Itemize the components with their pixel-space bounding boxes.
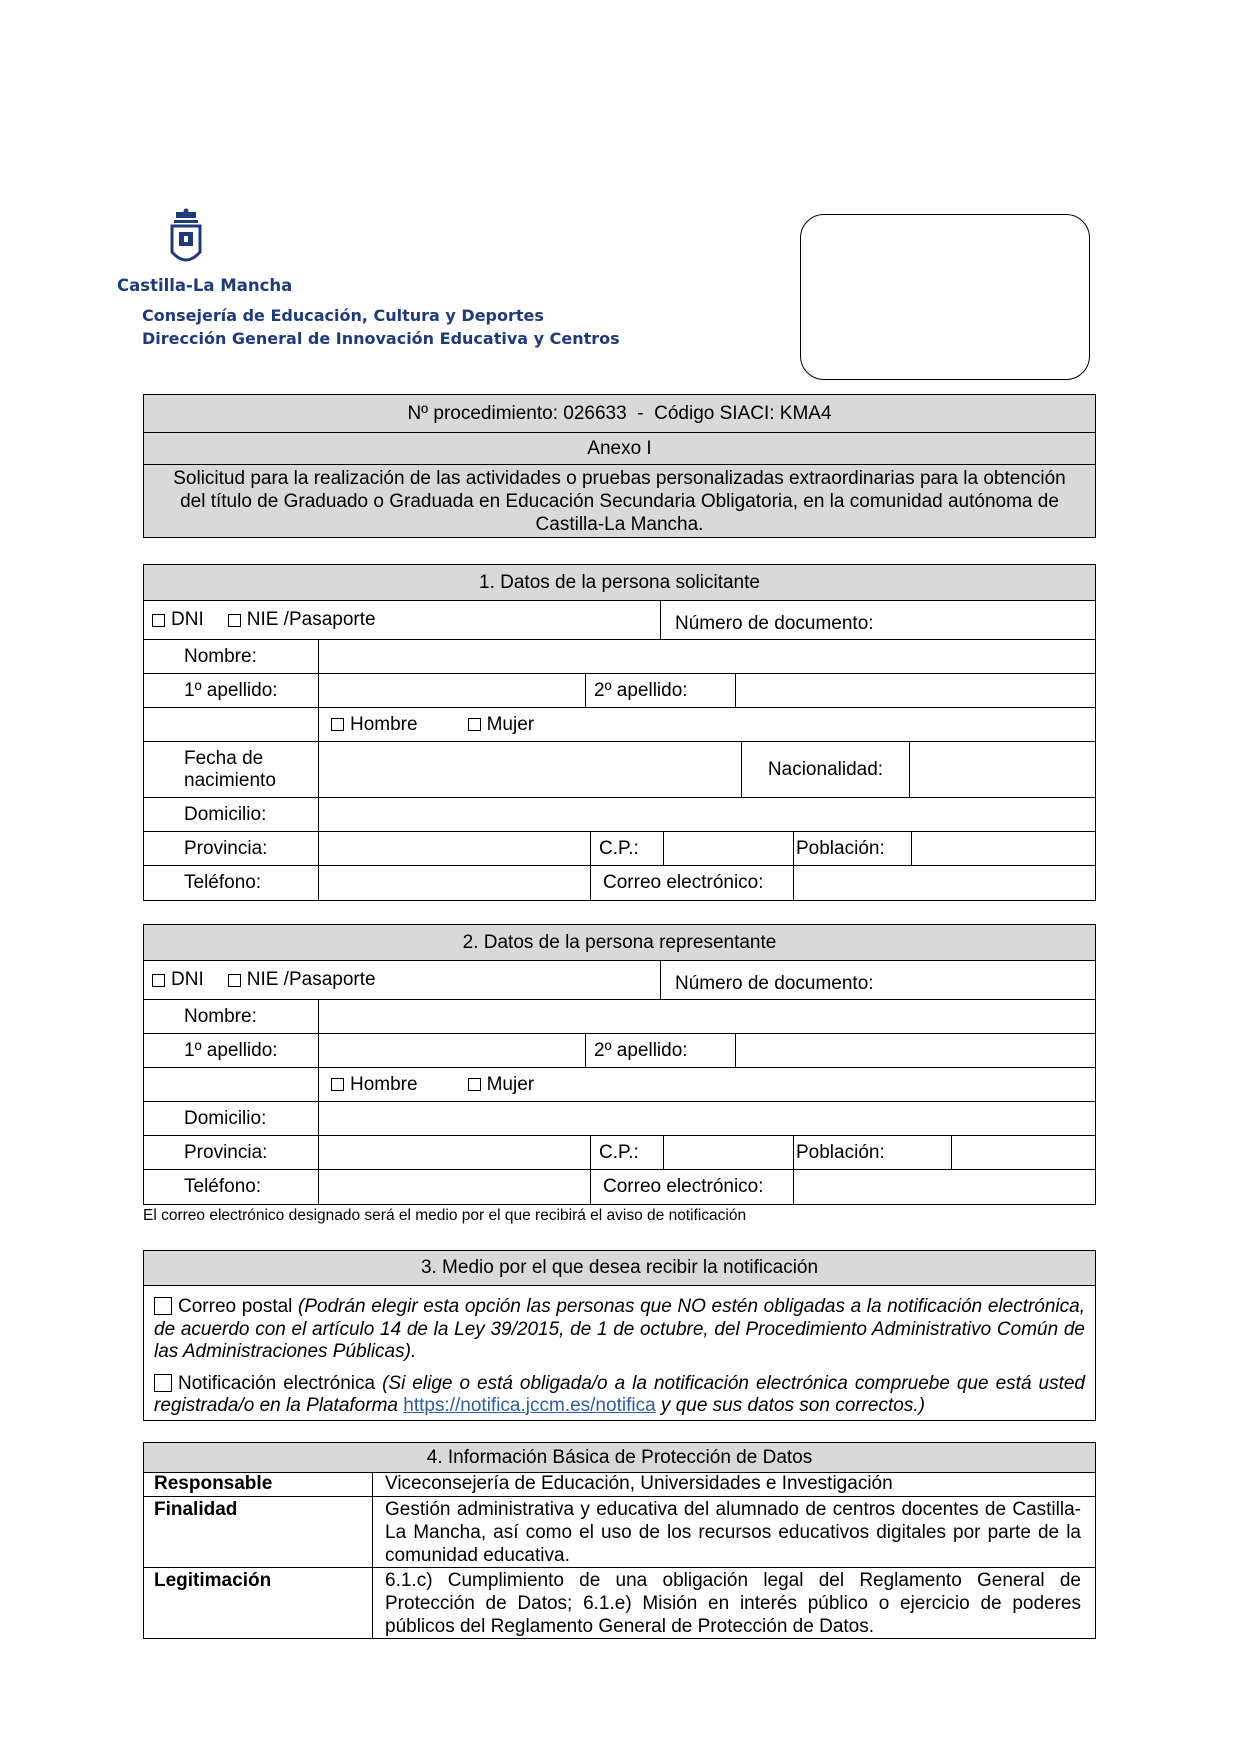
apellido2-field[interactable] [736, 674, 1095, 707]
hombre-label: Hombre [350, 713, 418, 735]
apellido1-label: 1º apellido: [144, 674, 319, 707]
rep-doc-number-label: Número de documento: [675, 973, 874, 994]
provincia-field[interactable] [319, 832, 591, 865]
electronic-note-2: y que sus datos son correctos.) [660, 1395, 925, 1416]
procedure-code: Nº procedimiento: 026633 - Código SIACI: KMA4 [144, 395, 1095, 432]
rep-apellido1-label: 1º apellido: [144, 1034, 319, 1067]
electronic-option [154, 1373, 1085, 1418]
notifica-link[interactable]: https://notifica.jccm.es/notifica [403, 1395, 656, 1416]
rep-telefono-label: Teléfono: [144, 1170, 319, 1204]
fecha-field[interactable] [319, 742, 742, 797]
jccm-logo [117, 208, 300, 298]
nombre-field[interactable] [319, 640, 1095, 673]
nacionalidad-field[interactable] [910, 742, 1095, 797]
legitimacion-value: 6.1.c) Cumplimiento de una obligación legal del Reglamento General de Protección de Datos; 6.1.e) Misión en interés público o ejercicio de poderes públicos del Reglamento General de Protección de Datos. [385, 1570, 1081, 1637]
rep-apellido2-field[interactable] [736, 1034, 1095, 1067]
rep-nie-label: NIE /Pasaporte [246, 969, 376, 990]
apellido1-field[interactable] [319, 674, 586, 707]
rep-doc-type-options [144, 961, 661, 999]
section-applicant [143, 564, 1096, 901]
electronic-checkbox[interactable] [154, 1374, 172, 1392]
poblacion-label: Población: [794, 832, 912, 865]
correo-label: Correo electrónico: [591, 866, 794, 900]
legitimacion-label: Legitimación [144, 1568, 373, 1638]
poblacion-field[interactable] [912, 832, 1095, 865]
rep-cp-label: C.P.: [591, 1136, 664, 1169]
rep-telefono-field[interactable] [319, 1170, 591, 1204]
rep-correo-field[interactable] [794, 1170, 1095, 1204]
section-4-title: 4. Información Básica de Protección de Datos [144, 1443, 1095, 1472]
fecha-label: Fecha de nacimiento [144, 742, 319, 797]
responsable-label: Responsable [144, 1473, 373, 1496]
rep-mujer-label: Mujer [486, 1073, 535, 1095]
rep-provincia-label: Provincia: [144, 1136, 319, 1169]
nacionalidad-label: Nacionalidad: [742, 742, 910, 797]
correo-field[interactable] [794, 866, 1095, 900]
telefono-label: Teléfono: [144, 866, 319, 900]
rep-doc-number-field[interactable] [661, 961, 1095, 999]
rep-dni-label: DNI [171, 969, 204, 990]
procedure-header [143, 394, 1096, 538]
section-representative [143, 924, 1096, 1205]
rep-hombre-checkbox[interactable] [331, 1078, 344, 1091]
nombre-label: Nombre: [144, 640, 319, 673]
rep-mujer-checkbox[interactable] [468, 1078, 481, 1091]
cp-field[interactable] [664, 832, 794, 865]
mujer-checkbox[interactable] [468, 718, 481, 731]
rep-poblacion-field[interactable] [952, 1136, 1095, 1169]
rep-hombre-label: Hombre [350, 1073, 418, 1095]
provincia-label: Provincia: [144, 832, 319, 865]
postal-option [154, 1296, 1085, 1364]
rep-nombre-label: Nombre: [144, 1000, 319, 1033]
rep-dni-checkbox[interactable] [152, 974, 165, 987]
doc-number-label: Número de documento: [675, 613, 874, 634]
rep-cp-field[interactable] [664, 1136, 794, 1169]
annex-label: Anexo I [144, 433, 1095, 464]
rep-poblacion-label: Población: [794, 1136, 952, 1169]
cp-label: C.P.: [591, 832, 664, 865]
electronic-note-1: (Si elige o está obligada/o a la notificación electrónica compruebe que está usted registrada/o en la Plataforma [154, 1372, 1085, 1416]
dni-checkbox[interactable] [152, 614, 165, 627]
section-data-protection [143, 1442, 1096, 1639]
hombre-checkbox[interactable] [331, 718, 344, 731]
form-title: Solicitud para la realización de las actividades o pruebas personalizadas extraordinarias para la obtención del título de Graduado o Graduada en Educación Secundaria Obligatoria, en la comunidad autónoma de Castilla-La Mancha. [144, 465, 1095, 537]
doc-number-field[interactable] [661, 601, 1095, 639]
rep-provincia-field[interactable] [319, 1136, 591, 1169]
postal-note: (Podrán elegir esta opción las personas que NO estén obligadas a la notificación electrónica, de acuerdo con el artículo 14 de la Ley 39/2015, de 1 de octubre, del Procedimiento Administrativo Común de las Administraciones Públicas). [154, 1296, 1085, 1362]
mujer-label: Mujer [486, 713, 535, 735]
coat-of-arms-icon [166, 208, 206, 270]
responsable-value: Viceconsejería de Educación, Universidades e Investigación [385, 1473, 893, 1494]
postal-checkbox[interactable] [154, 1297, 172, 1315]
rep-apellido1-field[interactable] [319, 1034, 586, 1067]
finalidad-label: Finalidad [144, 1497, 373, 1567]
rep-domicilio-field[interactable] [319, 1102, 1095, 1135]
rep-apellido2-label: 2º apellido: [586, 1034, 736, 1067]
rep-sex-options [319, 1068, 1095, 1101]
domicilio-field[interactable] [319, 798, 1095, 831]
section-notification [143, 1250, 1096, 1421]
nie-label: NIE /Pasaporte [246, 609, 376, 630]
sex-options [319, 708, 1095, 741]
finalidad-value: Gestión administrativa y educativa del alumnado de centros docentes de Castilla-La Mancha, así como el uso de los recursos educativos digitales por parte de la comunidad educativa. [385, 1499, 1081, 1566]
section-3-title: 3. Medio por el que desea recibir la notificación [144, 1251, 1095, 1285]
directorate-name: Dirección General de Innovación Educativa y Centros [142, 329, 620, 348]
nie-checkbox[interactable] [228, 614, 241, 627]
registry-stamp-box [800, 214, 1090, 380]
logo-name: Castilla-La Mancha [117, 276, 293, 295]
section-1-title: 1. Datos de la persona solicitante [144, 565, 1095, 600]
rep-correo-label: Correo electrónico: [591, 1170, 794, 1204]
rep-nie-checkbox[interactable] [228, 974, 241, 987]
email-notice: El correo electrónico designado será el medio por el que recibirá el aviso de notificación [143, 1207, 747, 1224]
rep-domicilio-label: Domicilio: [144, 1102, 319, 1135]
department-name: Consejería de Educación, Cultura y Deportes [142, 306, 544, 325]
telefono-field[interactable] [319, 866, 591, 900]
electronic-label: Notificación electrónica [178, 1372, 376, 1394]
postal-label: Correo postal [178, 1296, 293, 1317]
dni-label: DNI [171, 609, 204, 630]
apellido2-label: 2º apellido: [586, 674, 736, 707]
section-2-title: 2. Datos de la persona representante [144, 925, 1095, 960]
domicilio-label: Domicilio: [144, 798, 319, 831]
rep-nombre-field[interactable] [319, 1000, 1095, 1033]
doc-type-options [144, 601, 661, 639]
